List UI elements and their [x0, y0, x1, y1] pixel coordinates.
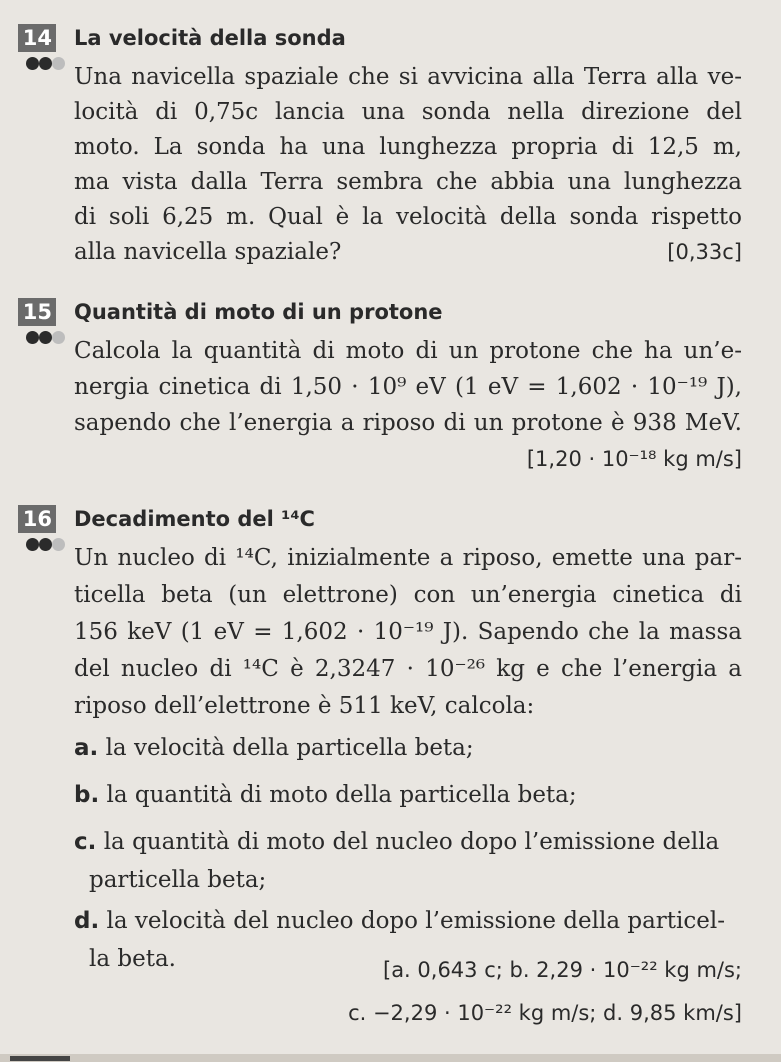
page-edge-divider — [0, 1054, 781, 1062]
problem-text-line: di soli 6,25 m. Qual è la velocità della sonda rispetto — [74, 204, 742, 230]
difficulty-dots-icon — [26, 331, 76, 345]
difficulty-dots-icon — [26, 57, 76, 71]
problem-text-line: ma vista dalla Terra sembra che abbia una lunghezza — [74, 169, 742, 195]
problem-title: La velocità della sonda — [74, 26, 346, 50]
difficulty-dots-icon — [26, 538, 76, 552]
problem-text-line: ticella beta (un elettrone) con un’energia cinetica di — [74, 582, 742, 608]
item-text: la velocità della particella beta; — [105, 735, 474, 761]
problem-text-line: 156 keV (1 eV = 1,602 · 10⁻¹⁹ J). Sapendo che la massa — [74, 619, 742, 645]
item-text: la quantità di moto del nucleo dopo l’emissione della — [103, 829, 720, 855]
answer: c. −2,29 · 10⁻²² kg m/s; d. 9,85 km/s] — [348, 1001, 742, 1025]
list-item — [74, 825, 742, 859]
problem-title: Decadimento del ¹⁴C — [74, 507, 315, 531]
problem-number: 14 — [18, 24, 56, 52]
problem-title: Quantità di moto di un protone — [74, 300, 443, 324]
list-item — [74, 731, 742, 765]
item-label: a. — [74, 735, 99, 761]
problem-number: 15 — [18, 298, 56, 326]
item-label: d. — [74, 908, 100, 934]
answer: [0,33c] — [667, 240, 742, 264]
answer: [1,20 · 10⁻¹⁸ kg m/s] — [526, 447, 742, 471]
item-text-continued: la beta. — [89, 946, 176, 972]
problem-text-line: Calcola la quantità di moto di un protone che ha un’e- — [74, 338, 742, 364]
problem-text-line: riposo dell’elettrone è 511 keV, calcola: — [74, 693, 535, 719]
item-text: la quantità di moto della particella beta; — [106, 782, 577, 808]
item-text-continued: particella beta; — [89, 867, 267, 893]
problem-text-line: nergia cinetica di 1,50 · 10⁹ eV (1 eV = 1,602 · 10⁻¹⁹ J), — [74, 374, 742, 400]
item-label: c. — [74, 829, 97, 855]
problem-text-line: Un nucleo di ¹⁴C, inizialmente a riposo, emette una par- — [74, 545, 742, 571]
answer: [a. 0,643 c; b. 2,29 · 10⁻²² kg m/s; — [383, 958, 742, 982]
problem-text-line: sapendo che l’energia a riposo di un protone è 938 MeV. — [74, 410, 742, 436]
item-text: la velocità del nucleo dopo l’emissione della particel- — [106, 908, 725, 934]
problem-text-line: del nucleo di ¹⁴C è 2,3247 · 10⁻²⁶ kg e che l’energia a — [74, 656, 742, 682]
list-item — [74, 778, 742, 812]
list-item — [74, 904, 742, 938]
item-label: b. — [74, 782, 100, 808]
problem-number: 16 — [18, 505, 56, 533]
problem-text-line: locità di 0,75c lancia una sonda nella direzione del — [74, 99, 742, 125]
problem-text-line: moto. La sonda ha una lunghezza propria di 12,5 m, — [74, 134, 742, 160]
problem-text-line: alla navicella spaziale? — [74, 239, 342, 265]
problem-text-line: Una navicella spaziale che si avvicina alla Terra alla ve- — [74, 64, 742, 90]
